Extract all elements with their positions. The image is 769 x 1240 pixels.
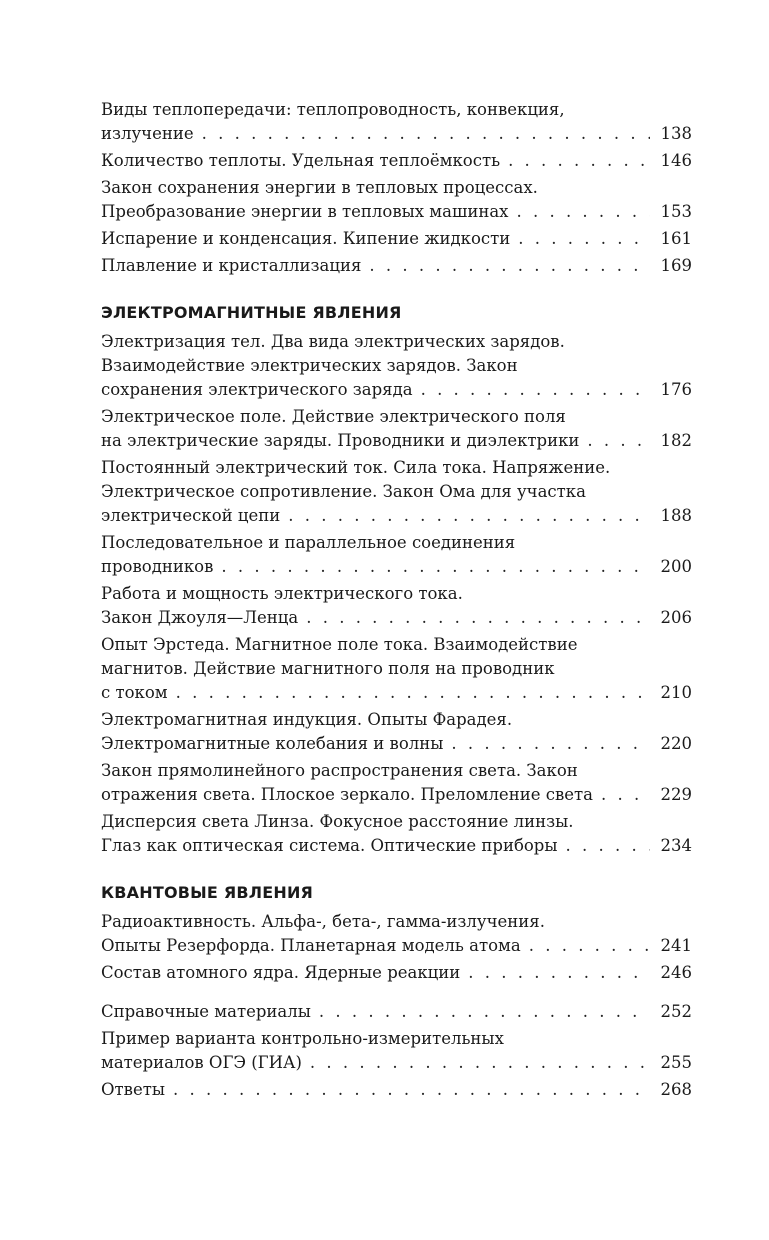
toc-entry-text-line: электрической цепи bbox=[101, 506, 281, 525]
dot-leader bbox=[173, 1078, 650, 1102]
toc-entry-text-line: Последовательное и параллельное соединения bbox=[101, 533, 516, 552]
dot-leader bbox=[529, 934, 650, 958]
toc-entry-text-line: Закон сохранения энергии в тепловых процессах. bbox=[101, 178, 538, 197]
toc-entry-text-line: сохранения электрического заряда bbox=[101, 380, 413, 399]
page-number: 206 bbox=[660, 608, 692, 627]
toc-entry-last-line bbox=[101, 783, 692, 807]
toc-entry-text-line: Пример варианта контрольно-измерительных bbox=[101, 1029, 504, 1048]
toc-entry[interactable] bbox=[101, 759, 692, 807]
dot-leader bbox=[516, 200, 650, 224]
toc-entry-text-line: Закон Джоуля—Ленца bbox=[101, 608, 299, 627]
dot-leader bbox=[221, 555, 650, 579]
toc-entry-last-line bbox=[101, 555, 692, 579]
toc-entry[interactable] bbox=[101, 961, 692, 985]
toc-entry-last-line bbox=[101, 834, 692, 858]
toc-entry-last-line bbox=[101, 254, 692, 278]
toc-entry-text-line: Электризация тел. Два вида электрических зарядов. bbox=[101, 332, 565, 351]
page-number: 229 bbox=[660, 785, 692, 804]
toc-entry[interactable] bbox=[101, 531, 692, 579]
dot-leader bbox=[566, 834, 650, 858]
page-number: 138 bbox=[660, 124, 692, 143]
page-number: 153 bbox=[660, 202, 692, 221]
section-heading: КВАНТОВЫЕ ЯВЛЕНИЯ bbox=[101, 883, 314, 902]
page-number: 210 bbox=[660, 683, 692, 702]
dot-leader bbox=[508, 149, 650, 173]
toc-entry-text-line: Радиоактивность. Альфа-, бета-, гамма-излучения. bbox=[101, 912, 545, 931]
toc-entry-last-line bbox=[101, 1078, 692, 1102]
dot-leader bbox=[369, 254, 650, 278]
toc-entry-text-line: магнитов. Действие магнитного поля на проводник bbox=[101, 659, 555, 678]
toc-entry[interactable] bbox=[101, 176, 692, 224]
page-number: 234 bbox=[660, 836, 692, 855]
dot-leader bbox=[518, 227, 650, 251]
toc-entry-text-line: Электромагнитные колебания и волны bbox=[101, 734, 444, 753]
section-heading: ЭЛЕКТРОМАГНИТНЫЕ ЯВЛЕНИЯ bbox=[101, 303, 402, 322]
toc-entry-last-line bbox=[101, 934, 692, 958]
dot-leader bbox=[468, 961, 650, 985]
toc-entry[interactable] bbox=[101, 456, 692, 528]
toc-entry-text-line: Количество теплоты. Удельная теплоёмкость bbox=[101, 151, 501, 170]
toc-entry-last-line bbox=[101, 1000, 692, 1024]
dot-leader bbox=[587, 429, 650, 453]
toc-entry-text-line: Справочные материалы bbox=[101, 1002, 311, 1021]
toc-entry-text-line: Дисперсия света Линза. Фокусное расстояние линзы. bbox=[101, 812, 574, 831]
page-number: 255 bbox=[660, 1053, 692, 1072]
toc-entry-text-line: Преобразование энергии в тепловых машинах bbox=[101, 202, 509, 221]
toc-entry[interactable] bbox=[101, 1027, 692, 1075]
page-number: 188 bbox=[660, 506, 692, 525]
page-number: 146 bbox=[660, 151, 692, 170]
page-number: 220 bbox=[660, 734, 692, 753]
toc-entry-last-line bbox=[101, 200, 692, 224]
toc-entry[interactable] bbox=[101, 227, 692, 251]
toc-entry[interactable] bbox=[101, 708, 692, 756]
spacer bbox=[101, 988, 692, 1000]
toc-entry-last-line bbox=[101, 227, 692, 251]
toc-entry-last-line bbox=[101, 378, 692, 402]
toc-entry-text-line: Закон прямолинейного распространения света. Закон bbox=[101, 761, 578, 780]
toc-entry-text-line: Электрическое поле. Действие электрического поля bbox=[101, 407, 566, 426]
toc-entry-text-line: Взаимодействие электрических зарядов. Закон bbox=[101, 356, 518, 375]
toc-entry[interactable] bbox=[101, 633, 692, 705]
page-number: 161 bbox=[660, 229, 692, 248]
toc-entry-text-line: Электрическое сопротивление. Закон Ома для участка bbox=[101, 482, 586, 501]
dot-leader bbox=[288, 504, 650, 528]
toc-entry[interactable] bbox=[101, 330, 692, 402]
toc-entry-text-line: Опыты Резерфорда. Планетарная модель атома bbox=[101, 936, 521, 955]
page-number: 176 bbox=[660, 380, 692, 399]
page-number: 246 bbox=[660, 963, 692, 982]
page-number: 252 bbox=[660, 1002, 692, 1021]
dot-leader bbox=[306, 606, 650, 630]
toc-entry-text-line: Опыт Эрстеда. Магнитное поле тока. Взаимодействие bbox=[101, 635, 578, 654]
toc-entry-text-line: Плавление и кристаллизация bbox=[101, 256, 362, 275]
dot-leader bbox=[451, 732, 650, 756]
toc-entry[interactable] bbox=[101, 810, 692, 858]
toc-entry-text-line: Виды теплопередачи: теплопроводность, конвекция, bbox=[101, 100, 565, 119]
toc-entry[interactable] bbox=[101, 910, 692, 958]
toc-entry-text-line: Постоянный электрический ток. Сила тока. Напряжение. bbox=[101, 458, 611, 477]
toc-entry-last-line bbox=[101, 732, 692, 756]
toc-entry[interactable] bbox=[101, 405, 692, 453]
dot-leader bbox=[310, 1051, 650, 1075]
toc-entry-text-line: с током bbox=[101, 683, 168, 702]
dot-leader bbox=[319, 1000, 650, 1024]
toc-entry[interactable] bbox=[101, 582, 692, 630]
toc-entry[interactable] bbox=[101, 1078, 692, 1102]
dot-leader bbox=[176, 681, 650, 705]
toc-entry-last-line bbox=[101, 122, 692, 146]
toc-entry[interactable] bbox=[101, 149, 692, 173]
toc-entry[interactable] bbox=[101, 254, 692, 278]
toc-entry-last-line bbox=[101, 504, 692, 528]
dot-leader bbox=[421, 378, 650, 402]
toc-entry-text-line: проводников bbox=[101, 557, 214, 576]
toc-entry-text-line: материалов ОГЭ (ГИА) bbox=[101, 1053, 302, 1072]
page-number: 169 bbox=[660, 256, 692, 275]
toc-entry-text-line: Работа и мощность электрического тока. bbox=[101, 584, 463, 603]
toc-entry-last-line bbox=[101, 1051, 692, 1075]
toc-entry-last-line bbox=[101, 149, 692, 173]
toc-entry-last-line bbox=[101, 681, 692, 705]
toc-entry[interactable] bbox=[101, 1000, 692, 1024]
toc-entry-text-line: Ответы bbox=[101, 1080, 165, 1099]
toc-entry-text-line: отражения света. Плоское зеркало. Преломление света bbox=[101, 785, 593, 804]
dot-leader bbox=[601, 783, 650, 807]
toc-entry[interactable] bbox=[101, 98, 692, 146]
page-number: 182 bbox=[660, 431, 692, 450]
page-number: 268 bbox=[660, 1080, 692, 1099]
toc-entry-text-line: Испарение и конденсация. Кипение жидкости bbox=[101, 229, 511, 248]
toc-entry-last-line bbox=[101, 961, 692, 985]
page-number: 241 bbox=[660, 936, 692, 955]
toc-entry-text-line: Глаз как оптическая система. Оптические приборы bbox=[101, 836, 558, 855]
table-of-contents bbox=[101, 98, 692, 1105]
page-number: 200 bbox=[660, 557, 692, 576]
dot-leader bbox=[202, 122, 650, 146]
toc-entry-last-line bbox=[101, 429, 692, 453]
toc-entry-text-line: излучение bbox=[101, 124, 194, 143]
toc-entry-last-line bbox=[101, 606, 692, 630]
toc-entry-text-line: Состав атомного ядра. Ядерные реакции bbox=[101, 963, 461, 982]
toc-entry-text-line: на электрические заряды. Проводники и диэлектрики bbox=[101, 431, 580, 450]
toc-entry-text-line: Электромагнитная индукция. Опыты Фарадея. bbox=[101, 710, 513, 729]
